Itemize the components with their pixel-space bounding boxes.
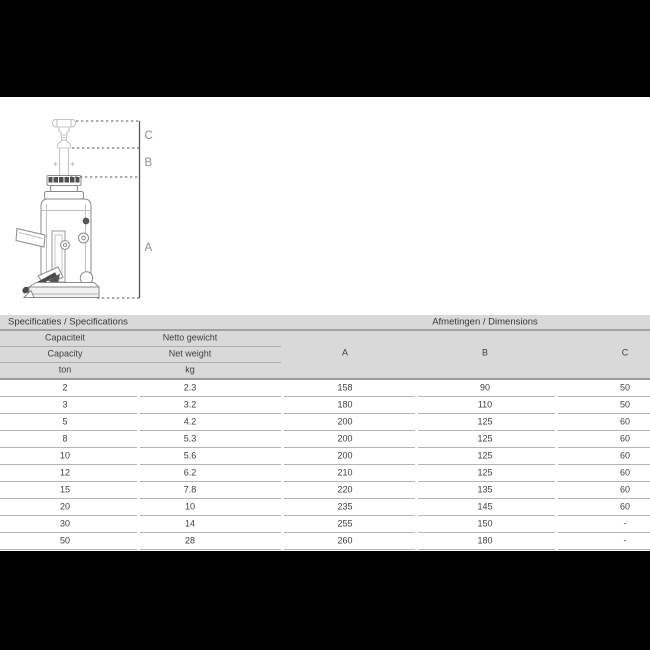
table-cell: 60 bbox=[619, 450, 631, 461]
table-cell: 7.8 bbox=[183, 484, 197, 495]
dim-col-c: C bbox=[621, 347, 629, 357]
header-subdivider bbox=[0, 362, 281, 363]
table-cell: 200 bbox=[337, 450, 353, 461]
table-cell: 5.3 bbox=[183, 433, 197, 444]
table-cell: 20 bbox=[59, 501, 71, 512]
release-valve-knob bbox=[83, 218, 90, 225]
table-cell: 2.3 bbox=[183, 382, 197, 393]
spec-sheet-content bbox=[0, 97, 650, 551]
spec-table-header bbox=[0, 315, 650, 378]
table-cell: 5 bbox=[62, 416, 68, 427]
dim-col-a: A bbox=[341, 347, 349, 357]
spec-table bbox=[0, 315, 650, 551]
capacity-header-en: Capacity bbox=[47, 348, 83, 358]
capacity-unit: ton bbox=[58, 364, 72, 374]
table-row bbox=[0, 431, 650, 448]
weight-header-nl: Netto gewicht bbox=[162, 332, 218, 342]
table-cell: 15 bbox=[59, 484, 71, 495]
table-cell: 150 bbox=[477, 518, 493, 529]
table-row bbox=[0, 533, 650, 550]
table-cell: 210 bbox=[337, 467, 353, 478]
table-cell: 8 bbox=[62, 433, 68, 444]
table-cell: 60 bbox=[619, 433, 631, 444]
table-cell: 60 bbox=[619, 484, 631, 495]
jack-base bbox=[24, 283, 99, 298]
table-cell: - bbox=[623, 535, 627, 546]
table-cell: 125 bbox=[477, 450, 493, 461]
table-cell: 125 bbox=[477, 433, 493, 444]
capacity-header-nl: Capaciteit bbox=[44, 332, 86, 342]
row-separator bbox=[558, 549, 650, 550]
table-cell: 3.2 bbox=[183, 399, 197, 410]
table-cell: 10 bbox=[184, 501, 196, 512]
table-cell: 260 bbox=[337, 535, 353, 546]
table-cell: 60 bbox=[619, 416, 631, 427]
table-cell: 145 bbox=[477, 501, 493, 512]
table-cell: 4.2 bbox=[183, 416, 197, 427]
row-separator bbox=[140, 549, 281, 550]
table-row bbox=[0, 397, 650, 414]
table-row bbox=[0, 482, 650, 499]
table-cell: 180 bbox=[337, 399, 353, 410]
table-rows bbox=[0, 380, 650, 550]
table-cell: 10 bbox=[59, 450, 71, 461]
dim-label-b: B bbox=[144, 157, 153, 169]
table-cell: 5.6 bbox=[183, 450, 197, 461]
jack-collar bbox=[45, 186, 84, 200]
header-divider bbox=[0, 329, 650, 331]
table-cell: 125 bbox=[477, 467, 493, 478]
table-cell: 30 bbox=[59, 518, 71, 529]
weight-unit: kg bbox=[185, 364, 195, 374]
table-cell: 180 bbox=[477, 535, 493, 546]
header-subdivider bbox=[0, 346, 281, 347]
table-cell: 200 bbox=[337, 416, 353, 427]
table-row bbox=[0, 465, 650, 482]
dim-col-b: B bbox=[481, 347, 489, 357]
table-cell: 158 bbox=[337, 382, 353, 393]
table-row bbox=[0, 516, 650, 533]
table-cell: 12 bbox=[59, 467, 71, 478]
table-cell: 235 bbox=[337, 501, 353, 512]
dim-label-a: A bbox=[144, 242, 153, 254]
table-cell: 200 bbox=[337, 433, 353, 444]
left-section-title: Specificaties / Specifications bbox=[8, 316, 128, 328]
table-cell: 90 bbox=[479, 382, 491, 393]
table-cell: - bbox=[623, 518, 627, 529]
dim-label-c: C bbox=[144, 130, 153, 142]
table-cell: 60 bbox=[619, 467, 631, 478]
row-separator bbox=[0, 549, 137, 550]
right-section-title: Afmetingen / Dimensions bbox=[432, 316, 538, 328]
table-cell: 50 bbox=[619, 399, 631, 410]
table-cell: 14 bbox=[184, 518, 196, 529]
table-row bbox=[0, 448, 650, 465]
table-cell: 255 bbox=[337, 518, 353, 529]
table-cell: 50 bbox=[59, 535, 71, 546]
bottle-jack-diagram bbox=[10, 100, 180, 315]
table-cell: 50 bbox=[619, 382, 631, 393]
table-cell: 60 bbox=[619, 501, 631, 512]
table-cell: 28 bbox=[184, 535, 196, 546]
row-separator bbox=[284, 549, 415, 550]
table-cell: 3 bbox=[62, 399, 68, 410]
table-cell: 6.2 bbox=[183, 467, 197, 478]
table-cell: 110 bbox=[477, 399, 493, 410]
table-row bbox=[0, 380, 650, 397]
table-row bbox=[0, 499, 650, 516]
table-cell: 125 bbox=[477, 416, 493, 427]
weight-header-en: Net weight bbox=[168, 348, 212, 358]
table-cell: 220 bbox=[337, 484, 353, 495]
table-cell: 135 bbox=[477, 484, 493, 495]
table-row bbox=[0, 414, 650, 431]
row-separator bbox=[418, 549, 555, 550]
table-cell: 2 bbox=[62, 382, 68, 393]
